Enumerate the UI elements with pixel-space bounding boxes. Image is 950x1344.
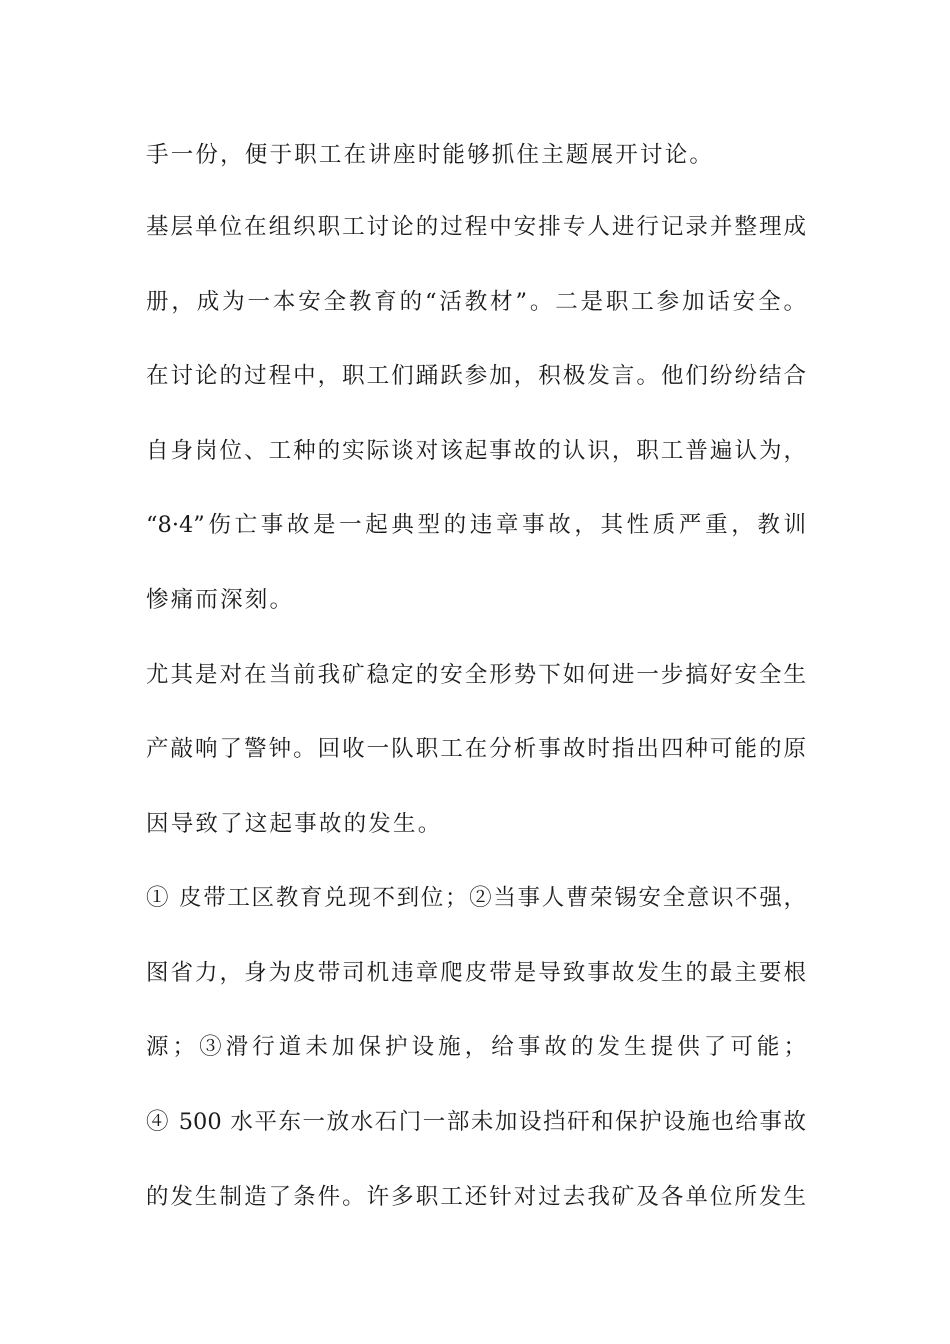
text-line-1: 手一份，便于职工在讲座时能够抓住主题展开讨论。 bbox=[146, 142, 715, 168]
text-line-2: 基层单位在组织职工讨论的过程中安排专人进行记录并整理成 bbox=[146, 214, 806, 240]
text-line-3: 册，成为一本安全教育的“活教材”。二是职工参加话安全。 bbox=[146, 289, 806, 315]
text-line-15: 的发生制造了条件。许多职工还针对过去我矿及各单位所发生 bbox=[146, 1184, 806, 1210]
text-line-5: 自身岗位、工种的实际谈对该起事故的认识，职工普遍认为， bbox=[146, 438, 806, 464]
text-line-11: ① 皮带工区教育兑现不到位；②当事人曹荣锡安全意识不强， bbox=[146, 885, 806, 911]
text-line-7: 惨痛而深刻。 bbox=[146, 587, 295, 613]
text-line-4: 在讨论的过程中，职工们踊跃参加，积极发言。他们纷纷结合 bbox=[146, 363, 806, 389]
text-line-9: 产敲响了警钟。回收一队职工在分析事故时指出四种可能的原 bbox=[146, 736, 806, 762]
text-line-13: 源；③滑行道未加保护设施，给事故的发生提供了可能； bbox=[146, 1034, 806, 1060]
text-line-6: “8·4”伤亡事故是一起典型的违章事故，其性质严重，教训 bbox=[146, 512, 806, 538]
text-line-8: 尤其是对在当前我矿稳定的安全形势下如何进一步搞好安全生 bbox=[146, 662, 806, 688]
text-line-10: 因导致了这起事故的发生。 bbox=[146, 811, 443, 837]
text-line-14: ④ 500 水平东一放水石门一部未加设挡矸和保护设施也给事故 bbox=[146, 1109, 806, 1135]
text-line-12: 图省力，身为皮带司机违章爬皮带是导致事故发生的最主要根 bbox=[146, 960, 806, 986]
